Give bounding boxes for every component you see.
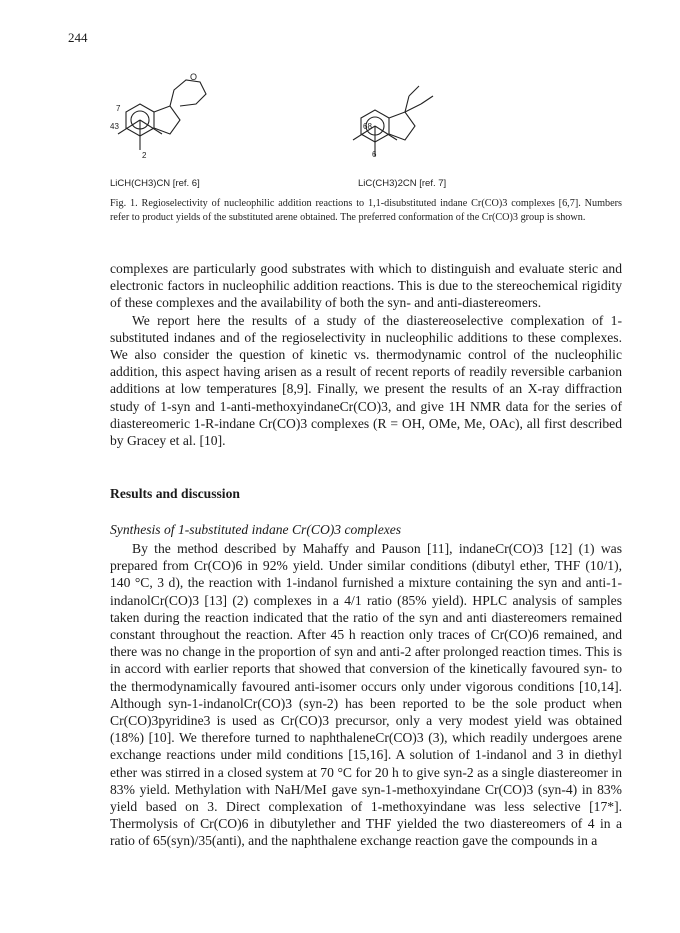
subsection-heading: Synthesis of 1-substituted indane Cr(CO)3 complexes <box>110 522 402 537</box>
synthesis-text <box>110 540 622 850</box>
left-yield-bottom: 2 <box>142 151 147 160</box>
right-molecule-structure <box>325 78 505 178</box>
intro-paragraph-2: We report here the results of a study of the diastereoselective complexation of 1-substituted indanes and of the regioselectivity in nucleophilic additions to these complexes. We also consider the question of kinetic vs. thermodynamic control of the nucleophilic addition, this aspect having arisen as a result of recent reports of readily reversible carbanion additions at low temperatures [8,9]. Finally, we present the results of an X-ray diffraction study of 1-syn and 1-anti-methoxyindaneCr(CO)3, and give 1H NMR data for the series of diastereomeric 1-R-indane Cr(CO)3 complexes (R = OH, OMe, Me, OAc), all first described by Gracey et al. [10]. <box>110 312 622 449</box>
right-yield-left: 68 <box>363 122 372 131</box>
intro-text <box>110 260 622 449</box>
intro-paragraph-1: complexes are particularly good substrates with which to distinguish and evaluate steric and electronic factors in nucleophilic addition reactions. This is due to the stereochemical rigidity of these complexes and the availability of both the syn- and anti-diastereomers. <box>110 261 622 311</box>
oxygen-label: O <box>190 72 198 82</box>
left-molecule-structure <box>90 68 270 168</box>
synthesis-paragraph-1: By the method described by Mahaffy and Pauson [11], indaneCr(CO)3 [12] (1) was prepared from Cr(CO)6 in 92% yield. Under similar conditions (dibutyl ether, THF (10/1), 140 °C, 3 d), the reaction with 1-indanol furnished a mixture containing the syn and anti-1-indanolCr(CO)3 [13] (2) complexes in a 4/1 ratio (85% yield). HPLC analysis of samples taken during the reaction indicated that the ratio of the syn and anti diastereomers remained constant throughout the reaction. After 45 h reaction only traces of Cr(CO)6 remained, and there was no change in the proportion of syn and anti-2 after prolonged reaction times. This is in accord with earlier reports that showed that conversion of the kinetically favoured syn- to the thermodynamically favoured anti-isomer occurs only under vigorous conditions [10,14]. Although syn-1-indanolCr(CO)3 (syn-2) has been reported to be the sole product when Cr(CO)3pyridine3 is used as Cr(CO)3 precursor, only a very modest yield was obtained (18%) [10]. We therefore turned to naphthaleneCr(CO)3 (3), which readily undergoes arene exchange reactions under mild conditions [15,16]. A solution of 1-indanol and 3 in diethyl ether was stirred in a closed system at 70 °C for 20 h to give syn-2 as a single diastereomer in 83% yield. Methylation with NaH/MeI gave syn-1-methoxyindane Cr(CO)3 (syn-4) in 83% yield based on 3. Direct complexation of 1-methoxyindane was less selective [17*]. Thermolysis of Cr(CO)6 in dibutylether and THF yielded the two diastereomers of 4 in a ratio of 65(syn)/35(anti), and the naphthalene exchange reaction gave the compounds in a <box>110 541 622 849</box>
right-yield-bottom: 6 <box>372 150 377 159</box>
right-reagent-label: LiC(CH3)2CN [ref. 7] <box>358 178 447 189</box>
left-reagent-label: LiCH(CH3)CN [ref. 6] <box>110 178 200 189</box>
section-heading: Results and discussion <box>110 486 240 501</box>
left-yield-top: 7 <box>116 104 121 113</box>
left-yield-left: 43 <box>110 122 119 131</box>
figure-caption: Fig. 1. Regioselectivity of nucleophilic addition reactions to 1,1-disubstituted indane Cr(CO)3 complexes [6,7]. Numbers refer to product yields of the substituted arene obtained. The preferred conformation of the Cr(CO)3 group is shown. <box>110 198 622 223</box>
page-number: 244 <box>68 30 88 45</box>
